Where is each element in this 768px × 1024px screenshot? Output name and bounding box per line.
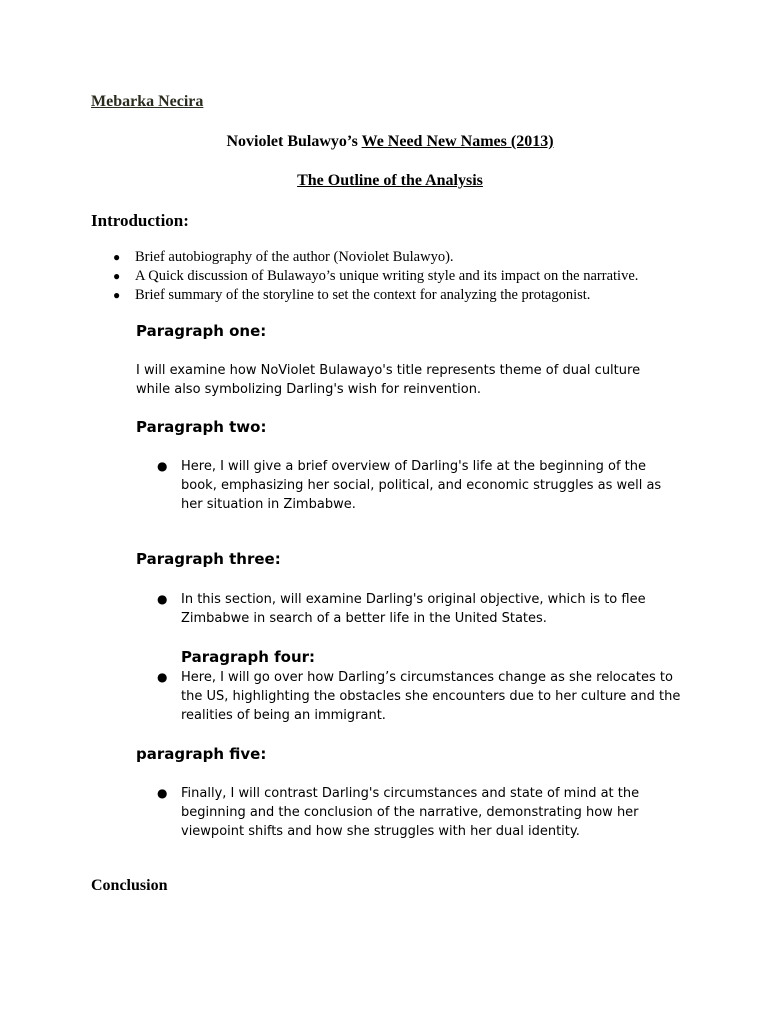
paragraph-one-text: I will examine how NoViolet Bulawayo's title represents theme of dual culture while also symbolizing Darling's wish for reinvention. [136,363,641,397]
bullet-icon: ● [113,288,121,302]
list-item-text: Brief autobiography of the author (Noviolet Bulawyo). [135,249,454,265]
title-prefix: Noviolet Bulawyo’s [226,133,362,150]
author-name: Mebarka Necira [91,93,204,110]
paragraph-five-heading: paragraph five: [136,745,267,763]
bullet-icon: ● [157,670,168,684]
document-title [0,133,768,151]
paragraph-five-bullet [157,784,681,841]
list-item [91,248,731,267]
list-item [91,286,731,305]
book-title: We Need New Names (2013) [361,133,554,150]
paragraph-two-text: Here, I will give a brief overview of Darling's life at the beginning of the book, emphasizing her social, political, and economic struggles as well as her situation in Zimbabwe. [181,459,662,512]
list-item [91,267,731,286]
bullet-icon: ● [157,459,168,473]
paragraph-five-text: Finally, I will contrast Darling's circumstances and state of mind at the beginning and the conclusion of the narrative, demonstrating how her viewpoint shifts and how she struggles with her dual identity. [181,786,640,839]
paragraph-two-heading: Paragraph two: [136,418,267,436]
paragraph-four-bullet [157,668,681,725]
introduction-heading: Introduction: [91,211,189,230]
paragraph-two-bullet [157,457,681,514]
paragraph-one-heading: Paragraph one: [136,322,267,340]
paragraph-three-bullet [157,590,681,628]
paragraph-four-text: Here, I will go over how Darling’s circumstances change as she relocates to the US, highlighting the obstacles she encounters due to her culture and the realities of being an immigrant. [181,670,681,723]
paragraph-four-heading: Paragraph four: [181,648,316,666]
bullet-icon: ● [113,269,121,283]
introduction-list [91,248,731,305]
list-item-text: A Quick discussion of Bulawayo’s unique writing style and its impact on the narrative. [135,268,639,284]
paragraph-three-heading: Paragraph three: [136,550,281,568]
bullet-icon: ● [113,250,121,264]
paragraph-three-text: In this section, will examine Darling's original objective, which is to flee Zimbabwe in search of a better life in the United States. [181,592,646,626]
bullet-icon: ● [157,592,168,606]
document-subtitle: The Outline of the Analysis [297,172,483,189]
bullet-icon: ● [157,786,168,800]
conclusion-heading: Conclusion [91,877,168,894]
list-item-text: Brief summary of the storyline to set the context for analyzing the protagonist. [135,287,591,303]
